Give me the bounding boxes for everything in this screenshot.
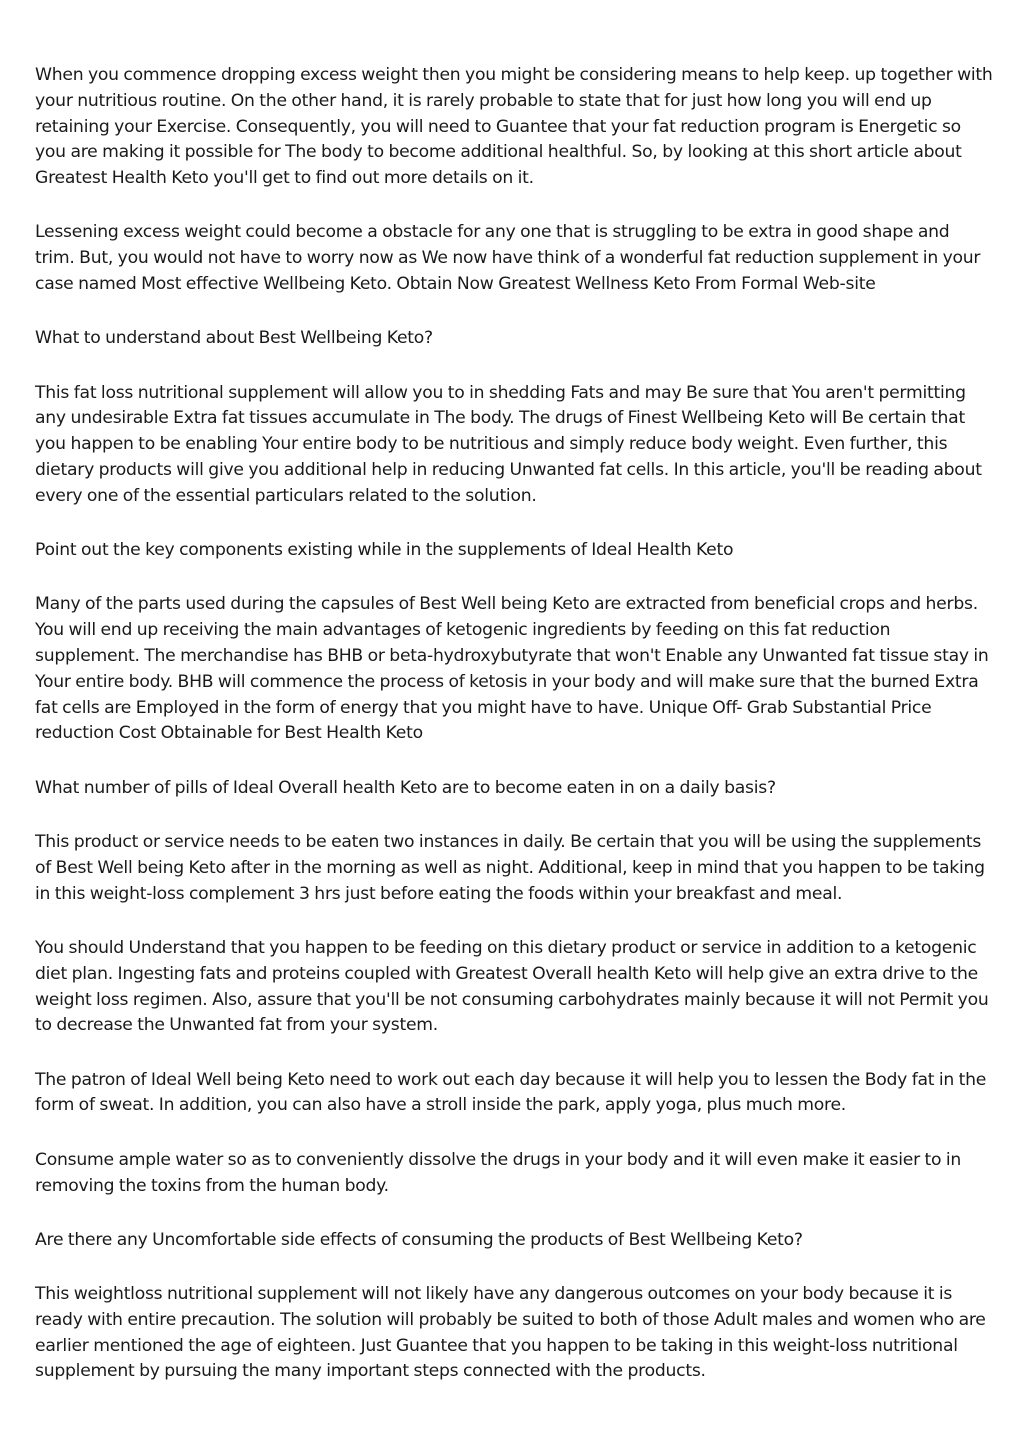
paragraph-fat-loss-supplement: This fat loss nutritional supplement will allow you to in shedding Fats and may Be sure that You aren't permitting any undesirable Extra fat tissues accumulate in The body. The drugs of Finest Wellbeing Keto will Be certain that you happen to be enabling Your entire body to be nutritious and simply reduce body weight. Even further, this dietary products will give you additional help in reducing Unwanted fat cells. In this article, you'll be reading about every one of the essential particulars related to the solution. <box>35 382 982 506</box>
section-heading-key-components: Point out the key components existing while in the supplements of Ideal Health Keto <box>35 540 734 561</box>
paragraph-water: Consume ample water so as to conveniently dissolve the drugs in your body and it will even make it easier to in removing the toxins from the human body. <box>35 1149 962 1196</box>
paragraph-safety: This weightloss nutritional supplement will not likely have any dangerous outcomes on your body because it is ready with entire precaution. The solution will probably be suited to both of those Adult males and women who are earlier mentioned the age of eighteen. Just Guantee that you happen to be taking in this weight-loss nutritional supplement by pursuing the many important steps connected with the products. <box>35 1284 986 1382</box>
paragraph-ketogenic-diet: You should Understand that you happen to be feeding on this dietary product or service in addition to a ketogenic diet plan. Ingesting fats and proteins coupled with Greatest Overall health Keto will help give an extra drive to the weight loss regimen. Also, assure that you'll be not consuming carbohydrates mainly because it will not Permit you to decrease the Unwanted fat from your system. <box>35 937 989 1036</box>
paragraph-intro: When you commence dropping excess weight then you might be considering means to help keep. up together with your nutritious routine. On the other hand, it is rarely probable to state that for just how long you will end up retaining your Exercise. Consequently, you will need to Guantee that your fat reduction program is Energetic so you are making it possible for The body to become additional healthful. So, by looking at this short article about Greatest Health Keto you'll get to find out more details on it. <box>35 65 993 189</box>
paragraph-dosage: This product or service needs to be eaten two instances in daily. Be certain that you will be using the supplements of Best Well being Keto after in the morning as well as night. Additional, keep in mind that you happen to be taking in this weight-loss complement 3 hrs just before eating the foods within your breakfast and meal. <box>35 832 985 904</box>
section-heading-number-of-pills: What number of pills of Ideal Overall health Keto are to become eaten in on a daily basis? <box>35 777 776 798</box>
paragraph-lessening-weight: Lessening excess weight could become a obstacle for any one that is struggling to be extra in good shape and trim. But, you would not have to worry now as We now have think of a wonderful fat reduction supplement in your case named Most effective Wellbeing Keto. Obtain Now Greatest Wellness Keto From Formal Web-site <box>35 222 981 295</box>
section-heading-what-to-understand: What to understand about Best Wellbeing Keto? <box>35 328 433 349</box>
section-heading-side-effects: Are there any Uncomfortable side effects of consuming the products of Best Wellbeing Keto? <box>35 1229 803 1250</box>
paragraph-components: Many of the parts used during the capsules of Best Well being Keto are extracted from beneficial crops and herbs. You will end up receiving the main advantages of ketogenic ingredients by feeding on this fat reduction supplement. The merchandise has BHB or beta-hydroxybutyrate that won't Enable any Unwanted fat tissue stay in Your entire body. BHB will commence the process of ketosis in your body and will make sure that the burned Extra fat cells are Employed in the form of energy that you might have to have. Unique Off- Grab Substantial Price reduction Cost Obtainable for Best Health Keto <box>35 594 989 744</box>
paragraph-exercise: The patron of Ideal Well being Keto need to work out each day because it will help you to lessen the Body fat in the form of sweat. In addition, you can also have a stroll inside the park, apply yoga, plus much more. <box>35 1069 987 1116</box>
document-page <box>35 63 993 1414</box>
